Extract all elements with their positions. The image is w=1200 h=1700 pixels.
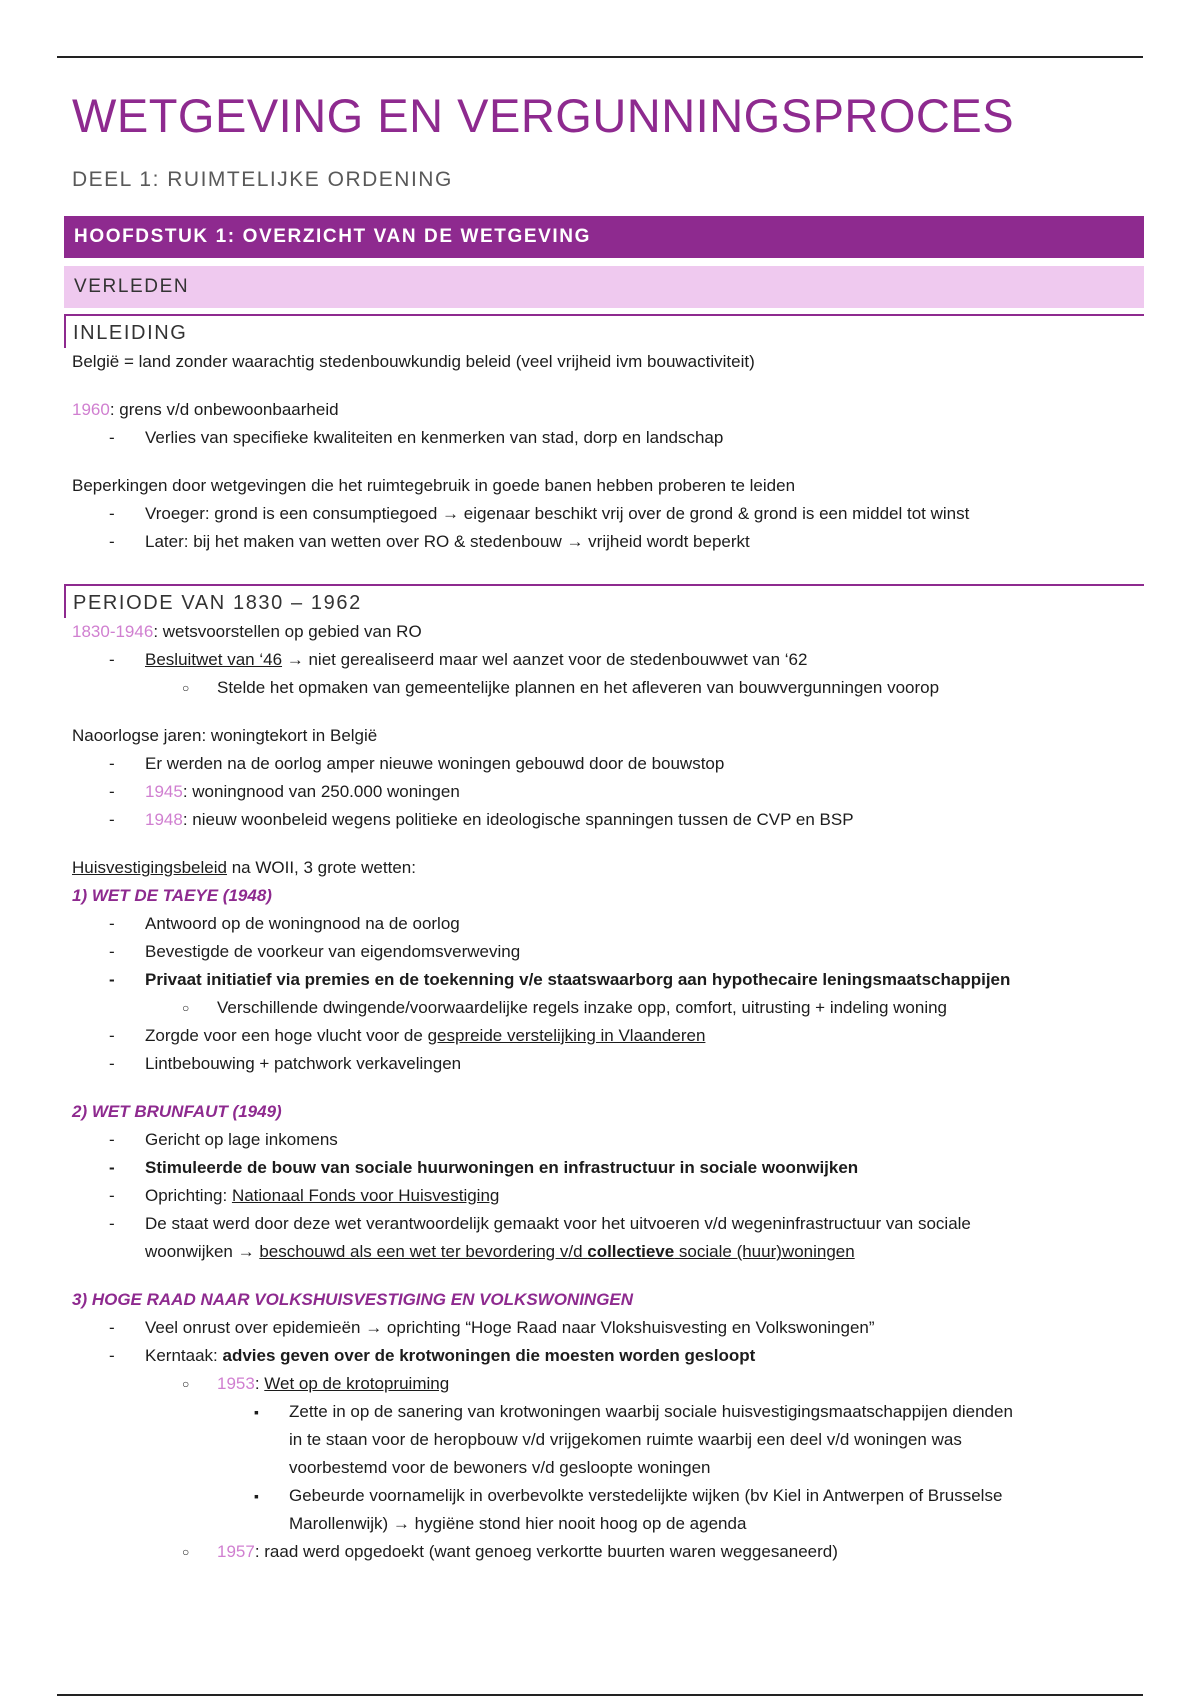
document-page xyxy=(64,70,1144,1566)
law-heading-hoge-raad: 3) HOGE RAAD NAAR VOLKSHUISVESTIGING EN VOLKSWONINGEN xyxy=(72,1290,634,1309)
sub-list-item: ○ 1953: Wet op de krotopruiming xyxy=(64,1370,1144,1398)
law-heading-taeye: 1) WET DE TAEYE (1948) xyxy=(72,886,272,905)
law-heading-brunfaut: 2) WET BRUNFAUT (1949) xyxy=(72,1102,282,1121)
sub-list-item: ○ 1957: raad werd opgedoekt (want genoeg verkortte buurten waren weggesaneerd) xyxy=(64,1538,1144,1566)
paragraph: Beperkingen door wetgevingen die het ruimtegebruik in goede banen hebben proberen te leiden xyxy=(72,476,796,495)
chapter-heading: HOOFDSTUK 1: OVERZICHT VAN DE WETGEVING xyxy=(64,216,1144,258)
list-item: - Vroeger: grond is een consumptiegoed → eigenaar beschikt vrij over de grond & grond is een middel tot winst xyxy=(64,500,1144,528)
bottom-rule xyxy=(57,1694,1143,1696)
sub-sub-list-item: ▪ Gebeurde voornamelijk in overbevolkte verstedelijkte wijken (bv Kiel in Antwerpen of Brusselse Marollenwijk) → hygiëne stond hier nooit hoog op de agenda xyxy=(64,1482,1144,1538)
list-item: - Lintbebouwing + patchwork verkavelingen xyxy=(64,1050,1144,1078)
paragraph: Huisvestigingsbeleid na WOII, 3 grote wetten: xyxy=(72,858,416,877)
sub-sub-list-item: ▪ Zette in op de sanering van krotwoningen waarbij sociale huisvestigingsmaatschappijen dienden in te staan voor de heropbouw v/d vrijgekomen ruimte waarbij een deel v/d woningen was voorbestemd voor de bewoners v/d gesloopte woningen xyxy=(64,1398,1144,1482)
paragraph: 1830-1946: wetsvoorstellen op gebied van RO xyxy=(72,622,422,641)
sub-list-item: ○ Verschillende dwingende/voorwaardelijke regels inzake opp, comfort, uitrusting + indeling woning xyxy=(64,994,1144,1022)
paragraph: 1960: grens v/d onbewoonbaarheid xyxy=(72,400,339,419)
subsection-periode: PERIODE VAN 1830 – 1962 xyxy=(64,584,1144,618)
sub-list-item: ○ Stelde het opmaken van gemeentelijke plannen en het afleveren van bouwvergunningen voorop xyxy=(64,674,1144,702)
list-item-continuation: woonwijken → beschouwd als een wet ter bevordering v/d collectieve sociale (huur)woningen xyxy=(145,1242,855,1261)
list-item: - Er werden na de oorlog amper nieuwe woningen gebouwd door de bouwstop xyxy=(64,750,1144,778)
list-item: - 1945: woningnood van 250.000 woningen xyxy=(64,778,1144,806)
paragraph: Naoorlogse jaren: woningtekort in België xyxy=(72,726,378,745)
subsection-inleiding: INLEIDING xyxy=(64,314,1144,348)
paragraph: België = land zonder waarachtig stedenbouwkundig beleid (veel vrijheid ivm bouwactiviteit) xyxy=(72,352,755,371)
document-title: WETGEVING EN VERGUNNINGSPROCES xyxy=(72,89,1015,142)
list-item: - Veel onrust over epidemieën → oprichting “Hoge Raad naar Vlokshuisvesting en Volkswoningen” xyxy=(64,1314,1144,1342)
list-item: - Antwoord op de woningnood na de oorlog xyxy=(64,910,1144,938)
section-verleden: VERLEDEN xyxy=(64,266,1144,308)
list-item: - Gericht op lage inkomens xyxy=(64,1126,1144,1154)
list-item: - De staat werd door deze wet verantwoordelijk gemaakt voor het uitvoeren v/d wegeninfrastructuur van sociale xyxy=(64,1210,1144,1238)
list-item: - Verlies van specifieke kwaliteiten en kenmerken van stad, dorp en landschap xyxy=(64,424,1144,452)
list-item: - Stimuleerde de bouw van sociale huurwoningen en infrastructuur in sociale woonwijken xyxy=(64,1154,1144,1182)
top-rule xyxy=(57,56,1143,58)
list-item: - 1948: nieuw woonbeleid wegens politieke en ideologische spanningen tussen de CVP en BSP xyxy=(64,806,1144,834)
list-item: - Later: bij het maken van wetten over RO & stedenbouw → vrijheid wordt beperkt xyxy=(64,528,1144,556)
part-heading: DEEL 1: RUIMTELIJKE ORDENING xyxy=(72,168,453,191)
list-item: - Oprichting: Nationaal Fonds voor Huisvestiging xyxy=(64,1182,1144,1210)
list-item: - Privaat initiatief via premies en de toekenning v/e staatswaarborg aan hypothecaire leningsmaatschappijen xyxy=(64,966,1144,994)
list-item: - Kerntaak: advies geven over de krotwoningen die moesten worden gesloopt xyxy=(64,1342,1144,1370)
list-item: - Bevestigde de voorkeur van eigendomsverweving xyxy=(64,938,1144,966)
list-item: - Zorgde voor een hoge vlucht voor de gespreide verstelijking in Vlaanderen xyxy=(64,1022,1144,1050)
list-item: - Besluitwet van ‘46 → niet gerealiseerd maar wel aanzet voor de stedenbouwwet van ‘62 xyxy=(64,646,1144,674)
